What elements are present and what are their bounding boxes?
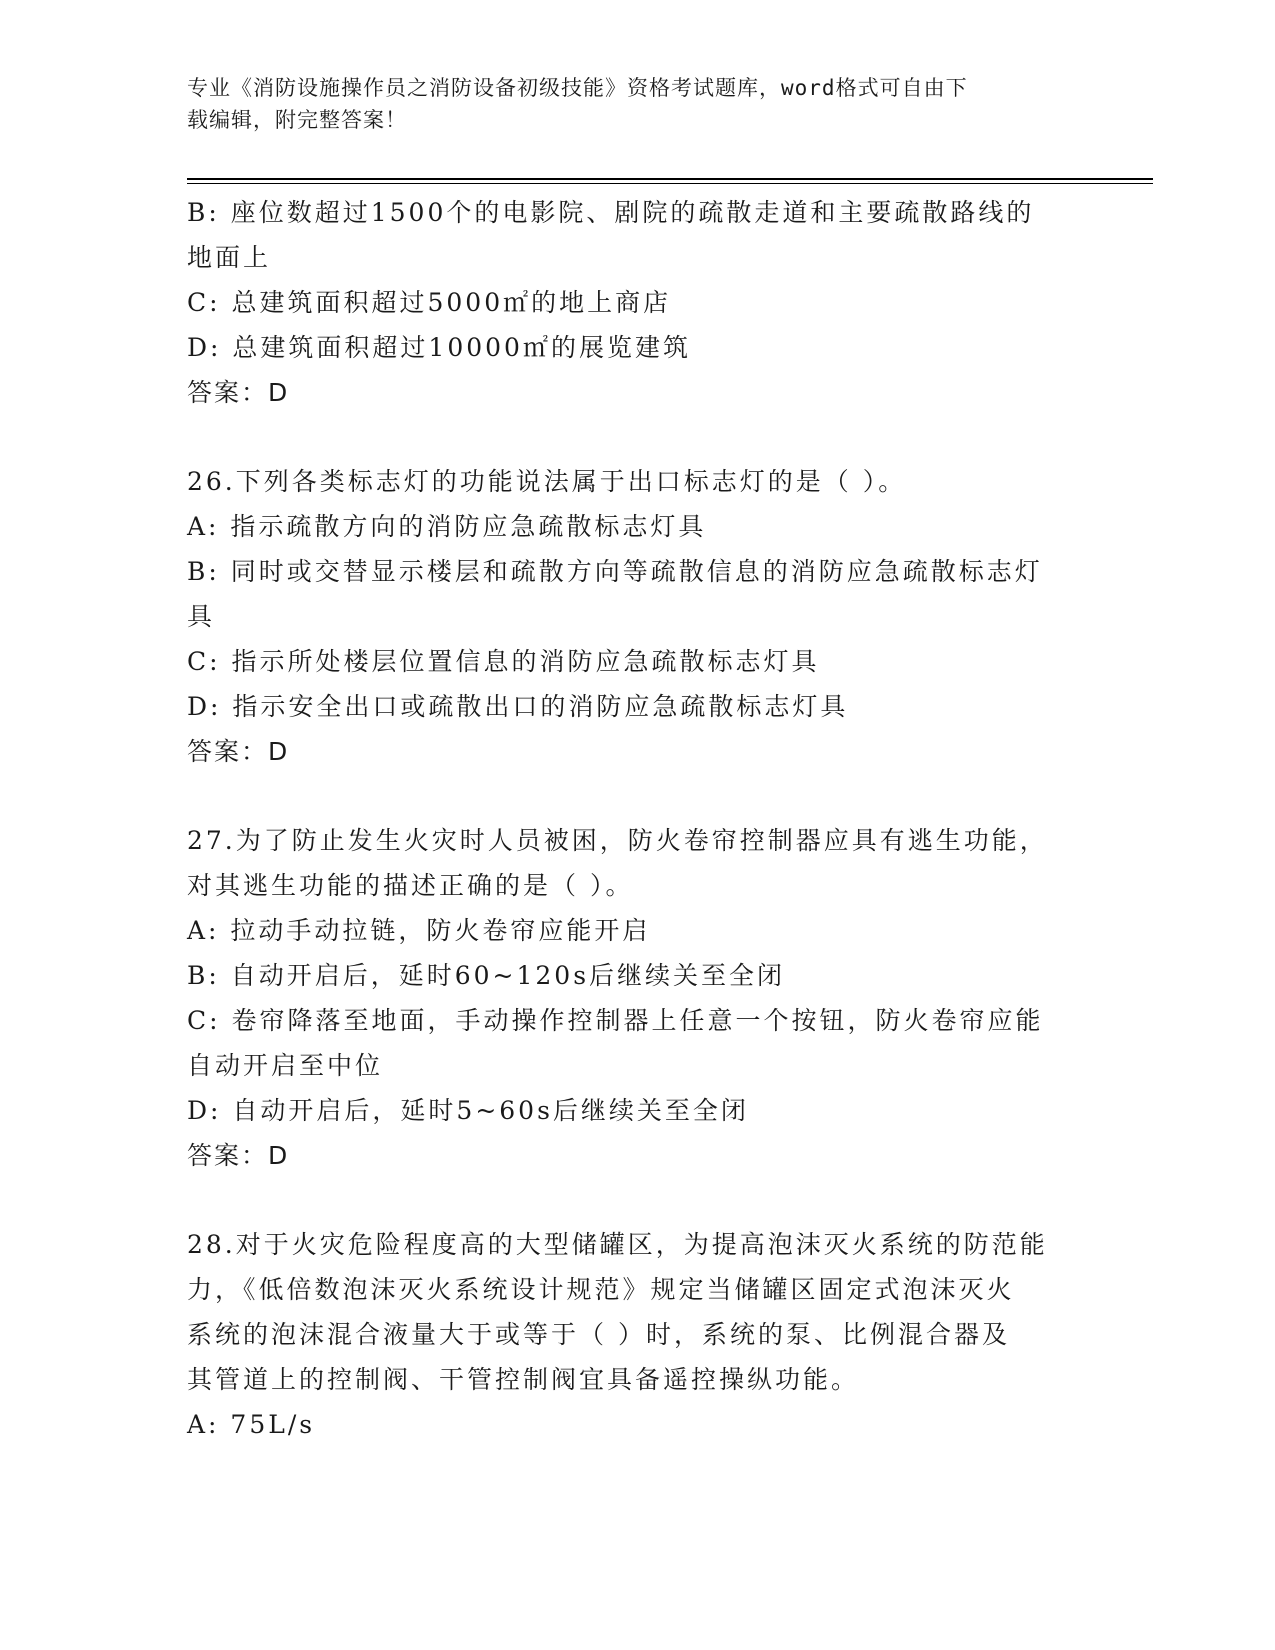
q27-option-b: B: 自动开启后，延时60~120s后继续关至全闭 — [187, 961, 786, 990]
q28-stem-line2: 力，《低倍数泡沫灭火系统设计规范》规定当储罐区固定式泡沫灭火 — [187, 1275, 1015, 1304]
q27-stem-line1: 27.为了防止发生火灾时人员被困，防火卷帘控制器应具有逃生功能， — [187, 826, 1048, 855]
q26-option-d: D: 指示安全出口或疏散出口的消防应急疏散标志灯具 — [187, 692, 849, 721]
q26-option-b-line1: B: 同时或交替显示楼层和疏散方向等疏散信息的消防应急疏散标志灯 — [187, 557, 1043, 586]
q26-answer: 答案：D — [187, 737, 290, 766]
spacer — [187, 415, 1087, 459]
q25-answer: 答案：D — [187, 378, 290, 407]
spacer — [187, 1178, 1087, 1222]
question-25-continued — [187, 190, 1087, 415]
q27-option-d: D: 自动开启后，延时5~60s后继续关至全闭 — [187, 1096, 749, 1125]
q27-stem-line2: 对其逃生功能的描述正确的是（ ）。 — [187, 871, 634, 900]
q27-option-a: A: 拉动手动拉链，防火卷帘应能开启 — [187, 916, 651, 945]
question-26 — [187, 459, 1087, 774]
header-line-2: 载编辑，附完整答案！ — [187, 108, 407, 132]
q26-option-a: A: 指示疏散方向的消防应急疏散标志灯具 — [187, 512, 707, 541]
q25-option-b-line2: 地面上 — [187, 243, 272, 272]
q28-stem-line1: 28.对于火灾危险程度高的大型储罐区，为提高泡沫灭火系统的防范能 — [187, 1230, 1048, 1259]
q25-option-c: C: 总建筑面积超过5000㎡的地上商店 — [187, 288, 672, 317]
q27-answer: 答案：D — [187, 1141, 290, 1170]
header-line-1: 专业《消防设施操作员之消防设备初级技能》资格考试题库，word格式可自由下 — [187, 76, 968, 100]
q26-stem: 26.下列各类标志灯的功能说法属于出口标志灯的是（ ）。 — [187, 467, 907, 496]
q27-option-c-line2: 自动开启至中位 — [187, 1051, 384, 1080]
q27-option-c-line1: C: 卷帘降落至地面，手动操作控制器上任意一个按钮，防火卷帘应能 — [187, 1006, 1044, 1035]
q28-stem-line4: 其管道上的控制阀、干管控制阀宜具备遥控操纵功能。 — [187, 1365, 860, 1394]
question-28 — [187, 1222, 1087, 1447]
header-rule-thick — [187, 178, 1153, 180]
header-rule-thin — [187, 183, 1153, 184]
question-27 — [187, 818, 1087, 1178]
q26-option-c: C: 指示所处楼层位置信息的消防应急疏散标志灯具 — [187, 647, 820, 676]
q25-option-d: D: 总建筑面积超过10000㎡的展览建筑 — [187, 333, 691, 362]
q25-option-b-line1: B: 座位数超过1500个的电影院、剧院的疏散走道和主要疏散路线的 — [187, 198, 1035, 227]
spacer — [187, 774, 1087, 818]
q28-stem-line3: 系统的泡沫混合液量大于或等于（ ）时，系统的泵、比例混合器及 — [187, 1320, 1010, 1349]
page-header — [187, 72, 1067, 136]
q28-option-a: A: 75L/s — [187, 1410, 316, 1439]
q26-option-b-line2: 具 — [187, 602, 216, 631]
question-content — [187, 190, 1087, 1447]
